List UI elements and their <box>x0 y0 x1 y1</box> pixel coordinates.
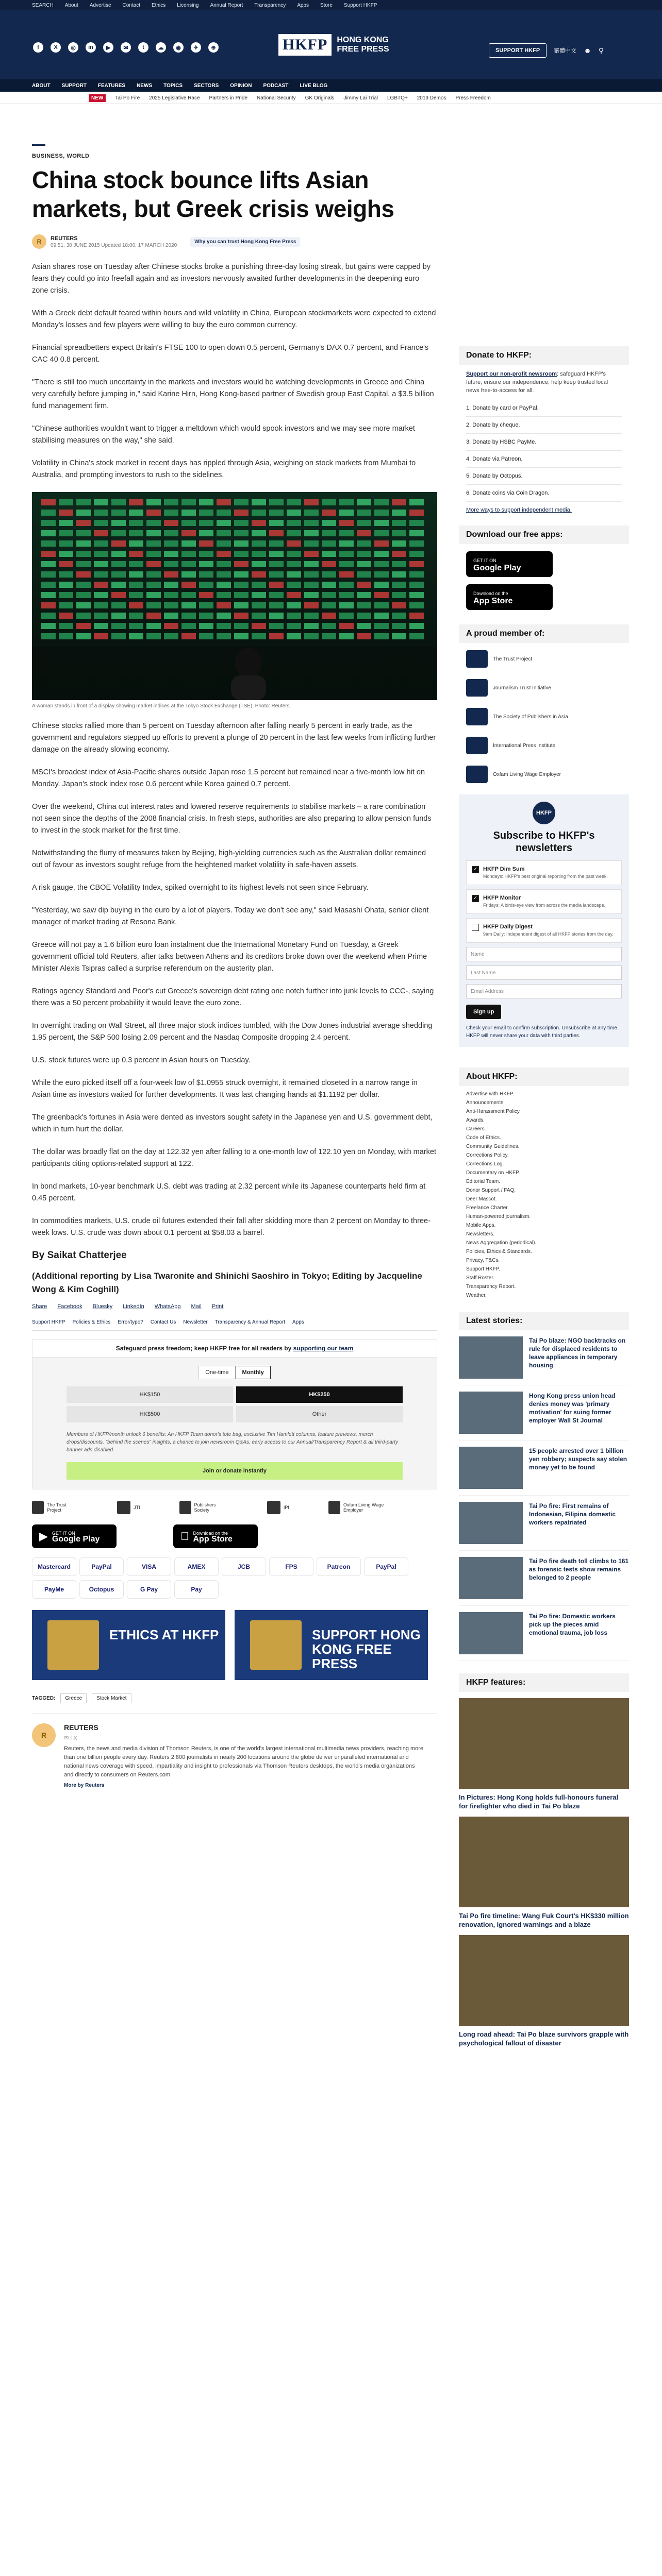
payment-paypal: PayPal <box>79 1557 124 1576</box>
article-paragraph: While the euro picked itself off a four-week low of $1.0955 struck overnight, it remained closeted in a narrow range in Asian time as investors waited for further developments. It was last changing hands at $1.1192 per dollar. <box>32 1079 418 1099</box>
nav-item-features[interactable]: FEATURES <box>97 82 126 89</box>
donate-option[interactable]: 2. Donate by cheque. <box>466 417 622 434</box>
feature-story[interactable] <box>459 1817 629 1929</box>
topbar-link-about[interactable]: About <box>64 2 78 8</box>
logo-mark[interactable]: HKFP <box>278 34 332 56</box>
meta-link-apps[interactable]: Apps <box>292 1319 304 1325</box>
partner-logo-ipi[interactable] <box>267 1501 309 1514</box>
more-by-author-link[interactable]: More by Reuters <box>64 1783 105 1788</box>
logo-text[interactable]: HONG KONG FREE PRESS <box>337 36 389 54</box>
amount-hk-250[interactable]: HK$250 <box>236 1386 403 1403</box>
ticker-item-national-security[interactable]: National Security <box>257 95 296 101</box>
donate-text: Support our non-profit newsroom: safeguard HKFP's future, ensure our independence, help keep trusted local news free-to-access for all. <box>466 371 608 394</box>
sidebar-app-store-badge[interactable]: Download on the App Store <box>466 584 553 610</box>
meta-link-error-typo[interactable]: Error/typo? <box>118 1319 143 1325</box>
partner-logo-label: IPI <box>283 1505 289 1510</box>
member-label: Journalism Trust Initiative <box>493 685 551 691</box>
payment-pay: Pay <box>174 1580 219 1599</box>
field-last-name[interactable]: Last Name <box>466 965 622 980</box>
newsletter-desc: Mondays: HKFP's best original reporting from the past week. <box>483 874 608 879</box>
ticker-item-jimmy-lai-trial[interactable]: Jimmy Lai Trial <box>343 95 378 101</box>
newsletter-desc: 9am Daily: Independent digest of all HKFP stories from the day. <box>483 931 614 937</box>
support-team-link[interactable]: supporting our team <box>293 1345 354 1352</box>
feature-headline[interactable]: Tai Po fire timeline: Wang Fuk Court's HK$330 million renovation, ignored warnings and a blaze <box>459 1912 629 1928</box>
about-link[interactable]: Mobile Apps. <box>466 1223 496 1228</box>
tag-stock-market[interactable]: Stock Market <box>92 1693 131 1703</box>
partner-logo-label: Publishers Society <box>194 1502 216 1513</box>
story-headline[interactable]: Tai Po fire: Domestic workers pick up the pieces amid emotional trauma, job loss <box>529 1613 616 1636</box>
topbar-link-store[interactable]: Store <box>320 2 333 8</box>
promo-banners <box>32 1610 437 1680</box>
payment-visa: VISA <box>127 1557 171 1576</box>
partner-logo-label: The Trust Project <box>46 1502 67 1513</box>
title-accent-bar <box>32 144 45 146</box>
article-paragraph: A risk gauge, the CBOE Volatility Index, spiked overnight to its highest levels not seen since February. <box>32 884 369 892</box>
share-bluesky[interactable]: Bluesky <box>92 1303 113 1310</box>
member-the-trust-project[interactable] <box>466 650 622 668</box>
amount-options <box>67 1386 403 1422</box>
article-body <box>32 261 437 1239</box>
about-link[interactable]: Community Guidelines. <box>466 1144 520 1149</box>
site-logo[interactable] <box>278 34 389 56</box>
topbar-link-ethics[interactable]: Ethics <box>151 2 166 8</box>
story-thumbnail[interactable] <box>459 1612 523 1654</box>
newsletter-name: HKFP Monitor <box>483 895 521 901</box>
about-link[interactable]: Editorial Team. <box>466 1179 500 1184</box>
member-logo <box>466 708 488 725</box>
field-email-address[interactable]: Email Address <box>466 984 622 998</box>
feature-headline[interactable]: In Pictures: Hong Kong holds full-honours funeral for firefighter who died in Tai Po blaze <box>459 1793 619 1810</box>
amount-other[interactable]: Other <box>236 1406 403 1422</box>
social-icon[interactable]: ✉ <box>121 42 131 53</box>
share-mail[interactable]: Mail <box>191 1303 202 1310</box>
about-links <box>466 1091 622 1298</box>
story-headline[interactable]: Tai Po fire death toll climbs to 161 as forensic tests show remains belonged to 2 people <box>529 1557 629 1581</box>
newsletter-option[interactable] <box>466 860 622 885</box>
about-link[interactable]: Announcements. <box>466 1100 505 1106</box>
payment-fps: FPS <box>269 1557 313 1576</box>
about-link[interactable]: Weather. <box>466 1293 487 1298</box>
author-social-icons[interactable]: ✉ f X <box>64 1735 77 1741</box>
newsletter-name: HKFP Daily Digest <box>483 924 533 930</box>
play-icon: ▶ <box>39 1530 48 1543</box>
social-icon[interactable]: f <box>33 42 43 53</box>
article-paragraph: Asian shares rose on Tuesday after Chinese stocks broke a punishing three-day losing streak, but gains were capped by fears they could go into freefall again and as investors nervously awaited further developments in the deepening euro zone crisis. <box>32 263 431 295</box>
partner-logo-icon <box>328 1501 340 1514</box>
meta-link-transparency-annual-report[interactable]: Transparency & Annual Report <box>214 1319 285 1325</box>
member-journalism-trust-initiative[interactable] <box>466 679 622 697</box>
social-icon[interactable]: t <box>138 42 148 53</box>
social-icon[interactable]: X <box>51 42 61 53</box>
member-label: International Press Institute <box>493 742 556 749</box>
article-paragraph: Greece will not pay a 1.6 billion euro loan instalment due the International Monetary Fund on Tuesday, a Greek government official told Reuters, after talks between Athens and its creditors broke down over the weekend when Prime Minister Alexis Tsipras called a surprise referendum on the austerity plan. <box>32 941 427 973</box>
latest-heading: Latest stories: <box>459 1312 629 1330</box>
story-thumbnail[interactable] <box>459 1447 523 1489</box>
banner-art <box>250 1620 302 1670</box>
ticker-item-gk-originals[interactable]: GK Originals <box>305 95 335 101</box>
member-oxfam-living-wage-employer[interactable] <box>466 766 622 783</box>
payment-patreon: Patreon <box>317 1557 361 1576</box>
author-avatar[interactable]: R <box>32 234 46 249</box>
nav-item-podcast[interactable]: PODCAST <box>263 82 289 89</box>
donate-heading: Donate to HKFP: <box>459 346 629 365</box>
main-nav <box>0 79 662 92</box>
ticker-item-lgbtq[interactable]: LGBTQ+ <box>387 95 408 101</box>
field-name[interactable]: Name <box>466 947 622 961</box>
signoff: By Saikat Chatterjee <box>32 1250 127 1261</box>
article-title: China stock bounce lifts Asian markets, but Greek crisis weighs <box>32 166 394 222</box>
member-label: The Trust Project <box>493 656 533 662</box>
newsletter-name: HKFP Dim Sum <box>483 866 525 872</box>
author-box-name[interactable]: REUTERS <box>64 1723 98 1732</box>
features-heading: HKFP features: <box>459 1673 629 1692</box>
member-heading: A proud member of: <box>459 624 629 643</box>
apps-heading: Download our free apps: <box>459 526 629 544</box>
about-link[interactable]: Careers. <box>466 1126 486 1132</box>
article-paragraph: Chinese stocks rallied more than 5 percent on Tuesday afternoon after falling nearly 5 percent in early trade, as the government and regulators stepped up efforts to prevent a plunge of 20 percent in the last few weeks from inflicting further damage on the already slowing economy. <box>32 722 436 754</box>
promo-banner-1[interactable] <box>235 1610 428 1680</box>
frequency-monthly[interactable]: Monthly <box>236 1366 271 1379</box>
donate-option[interactable]: 1. Donate by card or PayPal. <box>466 400 622 417</box>
stock-board-image <box>32 492 437 700</box>
donate-option[interactable]: 3. Donate by HSBC PayMe. <box>466 434 622 451</box>
frequency-toggle <box>32 1366 437 1379</box>
newsletter-option[interactable] <box>466 918 622 943</box>
partner-logo-publishers-society[interactable] <box>179 1501 247 1514</box>
member-international-press-institute[interactable] <box>466 737 622 754</box>
feature-story[interactable] <box>459 1698 629 1810</box>
frequency-one-time[interactable]: One-time <box>198 1366 235 1379</box>
article-paragraph: U.S. stock futures were up 0.3 percent in Asian hours on Tuesday. <box>32 1056 251 1064</box>
donate-options <box>466 400 622 502</box>
article-paragraph: Volatility in China's stock market in recent days has rippled through Asia, weighing on stock markets from Mumbai to Australia, and prompting investors to rush to the sidelines. <box>32 459 416 479</box>
app-store-badges <box>32 1524 437 1548</box>
story-thumbnail[interactable] <box>459 1392 523 1434</box>
newsletter-checkbox[interactable]: ✓ <box>472 895 479 902</box>
site-header <box>0 10 662 79</box>
story-thumbnail[interactable] <box>459 1502 523 1544</box>
about-link[interactable]: Human-powered journalism. <box>466 1214 531 1219</box>
member-list <box>466 650 622 783</box>
story-headline[interactable]: Tai Po fire: First remains of Indonesian, Filipina domestic workers repatriated <box>529 1502 616 1526</box>
donate-option[interactable]: 6. Donate coins via Coin Dragon. <box>466 485 622 502</box>
about-link[interactable]: Staff Roster. <box>466 1275 494 1281</box>
ticker-item-2025-legislative-race[interactable]: 2025 Legislative Race <box>149 95 200 101</box>
about-heading: About HKFP: <box>459 1067 629 1086</box>
amount-hk-150[interactable]: HK$150 <box>67 1386 233 1403</box>
meta-link-policies-ethics[interactable]: Policies & Ethics <box>72 1319 111 1325</box>
subscribe-note: Check your email to confirm subscription. Unsubscribe at any time. HKFP will never share your data with third parties. <box>466 1025 619 1039</box>
meta-link-contact-us[interactable]: Contact Us <box>150 1319 176 1325</box>
about-link[interactable]: Privacy, T&Cs. <box>466 1258 500 1263</box>
story-headline[interactable]: Hong Kong press union head denies money was 'primary motivation' for suing former employer Wall St Journal <box>529 1392 616 1424</box>
feature-image[interactable] <box>459 1817 629 1907</box>
feature-image[interactable] <box>459 1698 629 1789</box>
article-paragraph: In bond markets, 10-year benchmark U.S. debt was trading at 2.32 percent while its Japanese counterparts held firm at 0.45 percent. <box>32 1182 426 1202</box>
new-badge: NEW <box>89 94 106 102</box>
ticker-item-tai-po-fire[interactable]: Tai Po Fire <box>115 95 140 101</box>
nav-item-opinion[interactable]: OPINION <box>230 82 252 89</box>
social-icon[interactable]: in <box>86 42 96 53</box>
sidebar <box>459 346 629 2047</box>
article-paragraph: In overnight trading on Wall Street, all three major stock indices tumbled, with the Dow Jones industrial average shedding 1.95 percent, the S&P 500 losing 2.09 percent and the Nasdaq Composite dropping 2.4 percent. <box>32 1022 433 1042</box>
language-toggle[interactable]: 繁體中文 <box>554 48 577 54</box>
social-icon[interactable]: ✈ <box>191 42 201 53</box>
nonprofit-link[interactable]: Support our non-profit newsroom <box>466 371 557 377</box>
about-link[interactable]: Transparency Report. <box>466 1284 516 1290</box>
topbar-link-annual-report[interactable]: Annual Report <box>210 2 243 8</box>
member-logo <box>466 650 488 668</box>
partner-logo-icon <box>117 1501 130 1514</box>
partner-logo-icon <box>179 1501 191 1514</box>
story-thumbnail[interactable] <box>459 1557 523 1599</box>
support-hkfp-button[interactable]: SUPPORT HKFP <box>489 43 547 58</box>
payment-amex: AMEX <box>174 1557 219 1576</box>
promo-banner-0[interactable] <box>32 1610 225 1680</box>
about-link[interactable]: Awards. <box>466 1117 485 1123</box>
partner-logo-label: JTI <box>134 1505 140 1510</box>
byline <box>32 234 437 249</box>
topbar-link-search[interactable]: SEARCH <box>32 2 54 8</box>
meta-link-support-hkfp[interactable]: Support HKFP <box>32 1319 65 1325</box>
trust-link[interactable]: Why you can trust Hong Kong Free Press <box>190 237 300 247</box>
latest-story[interactable] <box>459 1392 629 1440</box>
about-link[interactable]: Anti-Harassment Policy. <box>466 1109 521 1114</box>
about-link[interactable]: Policies, Ethics & Standards. <box>466 1249 532 1255</box>
newsletter-logo: HKFP <box>533 802 555 824</box>
newsletter-title: Subscribe to HKFP's newsletters <box>493 830 595 854</box>
topic-ticker <box>0 92 662 104</box>
feature-image[interactable] <box>459 1935 629 2026</box>
partner-logo-icon <box>32 1501 44 1514</box>
article-paragraph: Over the weekend, China cut interest rates and lowered reserve requirements to stabilise markets – a rare combination not seen since the depths of the 2008 financial crisis. In fresh steps, authorities are also preparing to allow pension funds to invest in the stock market for the first time. <box>32 803 432 835</box>
app-store-badge[interactable]: Download on the App Store <box>173 1524 258 1548</box>
latest-story[interactable] <box>459 1612 629 1661</box>
feature-headline[interactable]: Long road ahead: Tai Po blaze survivors grapple with psychological fallout of disaster <box>459 2030 629 2047</box>
about-link[interactable]: News Aggregation (periodical). <box>466 1240 537 1246</box>
social-icon[interactable]: ☁ <box>156 42 166 53</box>
banner-art <box>47 1620 99 1670</box>
author-description: Reuters, the news and media division of Thomson Reuters, is one of the world's largest international multimedia news providers, reaching more than one billion people every day. Reuters 2,800 journalists in nearly 200 locations around the globe deliver unparalleled international and national news coverage with speed, impartiality and insight to professionals via Thomson Reuters desktops, the world's media organizations and directly to consumers on Reuters.com <box>64 1745 424 1778</box>
article-paragraph: The dollar was broadly flat on the day at 122.32 yen after falling to a one-month low of 122.10 yen on Monday, with market participants citing options-related support at 122. <box>32 1148 436 1168</box>
partner-logos <box>32 1501 437 1514</box>
tags <box>32 1696 437 1701</box>
topbar-link-apps[interactable]: Apps <box>297 2 309 8</box>
meta-link-newsletter[interactable]: Newsletter <box>183 1319 208 1325</box>
latest-story[interactable] <box>459 1336 629 1385</box>
article-paragraph: Notwithstanding the flurry of measures taken by Beijing, high-yielding currencies such as the Australian dollar remained out of favour as investors sought refuge from the heightened market volatility in safe-haven assets. <box>32 849 426 869</box>
about-link[interactable]: Code of Ethics. <box>466 1135 501 1141</box>
nav-item-sectors[interactable]: SECTORS <box>194 82 219 89</box>
donate-option[interactable]: 4. Donate via Patreon. <box>466 451 622 468</box>
about-link[interactable]: Corrections Log. <box>466 1161 504 1167</box>
feature-story[interactable] <box>459 1935 629 2047</box>
join-donate-button[interactable]: Join or donate instantly <box>67 1462 403 1480</box>
partner-logo-label: Oxfam Living Wage Employer <box>343 1502 384 1513</box>
member-label: The Society of Publishers in Asia <box>493 714 568 720</box>
about-link[interactable]: Freelance Charter. <box>466 1205 509 1211</box>
member-logo <box>466 737 488 754</box>
social-icon[interactable]: ◎ <box>68 42 78 53</box>
share-whatsapp[interactable]: WhatsApp <box>154 1303 181 1310</box>
apple-icon <box>180 1530 189 1543</box>
latest-story[interactable] <box>459 1502 629 1551</box>
ticker-item-2019-demos[interactable]: 2019 Demos <box>417 95 446 101</box>
top-utility-bar <box>0 0 662 10</box>
account-icon[interactable]: ☻ <box>584 46 591 55</box>
about-link[interactable]: Support HKFP. <box>466 1266 500 1272</box>
article-photo <box>32 492 437 700</box>
partner-logo-oxfam-living-wage-employer[interactable] <box>328 1501 418 1514</box>
nav-item-topics[interactable]: TOPICS <box>163 82 183 89</box>
banner-title: ETHICS AT HKFP <box>109 1627 219 1642</box>
tag-greece[interactable]: Greece <box>60 1693 87 1703</box>
banner-title: SUPPORT HONG KONG FREE PRESS <box>312 1627 421 1671</box>
author-name[interactable]: REUTERS <box>51 235 78 242</box>
about-link[interactable]: Advertise with HKFP. <box>466 1091 515 1097</box>
article-paragraph: "There is still too much uncertainty in the markets and investors would be watching developments in Greece and China very carefully before jumping in," said Karine Hirn, Hong Kong-based partner of Swedish group East Capital, a $3.5 billion fund management firm. <box>32 378 434 410</box>
share-bar <box>32 1303 437 1314</box>
tags-label: TAGGED: <box>32 1696 56 1701</box>
article-paragraph: The greenback's fortunes in Asia were dented as investors sought safety in the Japanese yen and U.S. government debt, which in turn hurt the dollar. <box>32 1113 433 1133</box>
ticker-item-press-freedom[interactable]: Press Freedom <box>455 95 491 101</box>
member-the-society-of-publishers-in-asia[interactable] <box>466 708 622 725</box>
topbar-link-transparency[interactable]: Transparency <box>254 2 286 8</box>
signup-button[interactable]: Sign up <box>466 1005 501 1019</box>
donate-box <box>32 1339 437 1489</box>
article-paragraph: MSCI's broadest index of Asia-Pacific shares outside Japan rose 1.5 percent but remained near a five-month low hit on Monday. Japan's stock index rose 0.6 percent while Korea gained 0.7 percent. <box>32 768 425 788</box>
social-links <box>33 42 226 53</box>
newsletter-option[interactable] <box>466 889 622 914</box>
donate-box-head: Safeguard press freedom; keep HKFP free for all readers by supporting our team <box>32 1340 437 1358</box>
author-box-avatar[interactable]: R <box>32 1723 56 1747</box>
payment-methods <box>32 1557 437 1603</box>
share-facebook[interactable]: Facebook <box>57 1303 82 1310</box>
latest-story[interactable] <box>459 1557 629 1606</box>
topbar-link-advertise[interactable]: Advertise <box>89 2 111 8</box>
google-play-badge[interactable]: ▶ GET IT ON Google Play <box>32 1524 117 1548</box>
about-link[interactable]: Documentary on HKFP. <box>466 1170 520 1176</box>
partner-logo-jti[interactable] <box>117 1501 160 1514</box>
member-perks: Members of HKFP/month unlock 6 benefits: An HKFP Team donor's tote bag, exclusive Tim Hamlett columns, feature previews, merch drops/discounts, "behind the scenes" insights, a chance to join newsroom Q&As, early access to our Annual/Transparency Report & all third-party banner ads disabled. <box>67 1432 398 1453</box>
payment-octopus: Octopus <box>79 1580 124 1599</box>
meta-links <box>32 1319 437 1331</box>
social-icon[interactable]: ▶ <box>103 42 113 53</box>
article-paragraph: In commodities markets, U.S. crude oil futures extended their fall after skidding more than 2 percent on Monday to three-week lows. U.S. crude was down about 0.1 percent at $58.03 a barrel. <box>32 1217 431 1237</box>
article-category[interactable]: BUSINESS, WORLD <box>32 153 90 159</box>
payment-g-pay: G Pay <box>127 1580 171 1599</box>
payment-payme: PayMe <box>32 1580 76 1599</box>
nav-item-support[interactable]: SUPPORT <box>61 82 87 89</box>
newsletter-checkbox[interactable] <box>472 924 479 931</box>
payment-paypal: PayPal <box>364 1557 408 1576</box>
share-print[interactable]: Print <box>211 1303 224 1310</box>
member-logo <box>466 766 488 783</box>
about-link[interactable]: Newsletters. <box>466 1231 495 1237</box>
about-link[interactable]: Deer Mascot. <box>466 1196 497 1202</box>
search-icon[interactable]: ⚲ <box>598 46 604 55</box>
partner-logo-the-trust-project[interactable] <box>32 1501 97 1514</box>
social-icon[interactable]: ◉ <box>173 42 184 53</box>
latest-story[interactable] <box>459 1447 629 1496</box>
social-icon[interactable]: ⊕ <box>208 42 219 53</box>
newsletter-checkbox[interactable]: ✓ <box>472 866 479 873</box>
member-logo <box>466 679 488 697</box>
share-share: Share <box>32 1303 47 1310</box>
topbar-link-support-hkfp[interactable]: Support HKFP <box>343 2 377 8</box>
article-paragraph: "Yesterday, we saw dip buying in the euro by a lot of players. Today we don't see any," said Masashi Ohata, senior client manager of market trading at Resona Bank. <box>32 906 429 926</box>
nav-item-about[interactable]: ABOUT <box>32 82 51 89</box>
article-paragraph: Ratings agency Standard and Poor's cut Greece's sovereign debt rating one notch further into junk levels to CCC-, saying there was a 50 percent probability it would leave the euro zone. <box>32 987 434 1007</box>
donate-option[interactable]: 5. Donate by Octopus. <box>466 468 622 485</box>
nav-item-live-blog[interactable]: LIVE BLOG <box>300 82 328 89</box>
sidebar-google-play-badge[interactable]: GET IT ON Google Play <box>466 551 553 577</box>
topbar-link-licensing[interactable]: Licensing <box>177 2 199 8</box>
publish-dates: 09:51, 30 JUNE 2015 Updated 18:06, 17 MARCH 2020 <box>51 242 177 248</box>
payment-mastercard: Mastercard <box>32 1557 76 1576</box>
article-paragraph: Financial spreadbetters expect Britain's FTSE 100 to open down 0.5 percent, Germany's DAX 0.7 percent, and France's CAC 40 0.8 percent. <box>32 344 429 364</box>
ticker-item-partners-in-pride[interactable]: Partners in Pride <box>209 95 248 101</box>
share-linkedin[interactable]: LinkedIn <box>123 1303 144 1310</box>
topbar-link-contact[interactable]: Contact <box>122 2 140 8</box>
more-ways-link[interactable]: More ways to support independent media. <box>466 507 572 513</box>
partner-logo-icon <box>267 1501 280 1514</box>
article-paragraph: With a Greek debt default feared within hours and wild volatility in China, European stockmarkets were expected to extend Monday's losses and few players were willing to buy the euro common currency. <box>32 309 436 329</box>
payment-jcb: JCB <box>222 1557 266 1576</box>
member-label: Oxfam Living Wage Employer <box>493 771 561 777</box>
amount-hk-500[interactable]: HK$500 <box>67 1406 233 1422</box>
additional-reporting: (Additional reporting by Lisa Twaronite and Shinichi Saoshiro in Tokyo; Editing by Jacqueline Wong & Kim Coghill) <box>32 1271 422 1294</box>
newsletter-box <box>459 794 629 1047</box>
article-main <box>32 144 437 1788</box>
newsletter-desc: Fridays: A birds-eye view from across the media landscape. <box>483 903 606 908</box>
story-headline[interactable]: Tai Po blaze: NGO backtracks on rule for displaced residents to leave appliances in temporary housing <box>529 1337 626 1369</box>
article-paragraph: "Chinese authorities wouldn't want to trigger a meltdown which would spook investors and we may see more market stabilising measures on the way," she said. <box>32 425 415 445</box>
nav-item-news[interactable]: NEWS <box>137 82 153 89</box>
about-link[interactable]: Corrections Policy. <box>466 1153 509 1158</box>
story-thumbnail[interactable] <box>459 1336 523 1379</box>
photo-caption: A woman stands in front of a display showing market indices at the Tokyo Stock Exchange (TSE). Photo: Reuters. <box>32 703 291 709</box>
about-link[interactable]: Donor Support / FAQ. <box>466 1188 516 1193</box>
story-headline[interactable]: 15 people arrested over 1 billion yen robbery; suspects say stolen money yet to be found <box>529 1447 627 1471</box>
author-box <box>32 1714 437 1788</box>
